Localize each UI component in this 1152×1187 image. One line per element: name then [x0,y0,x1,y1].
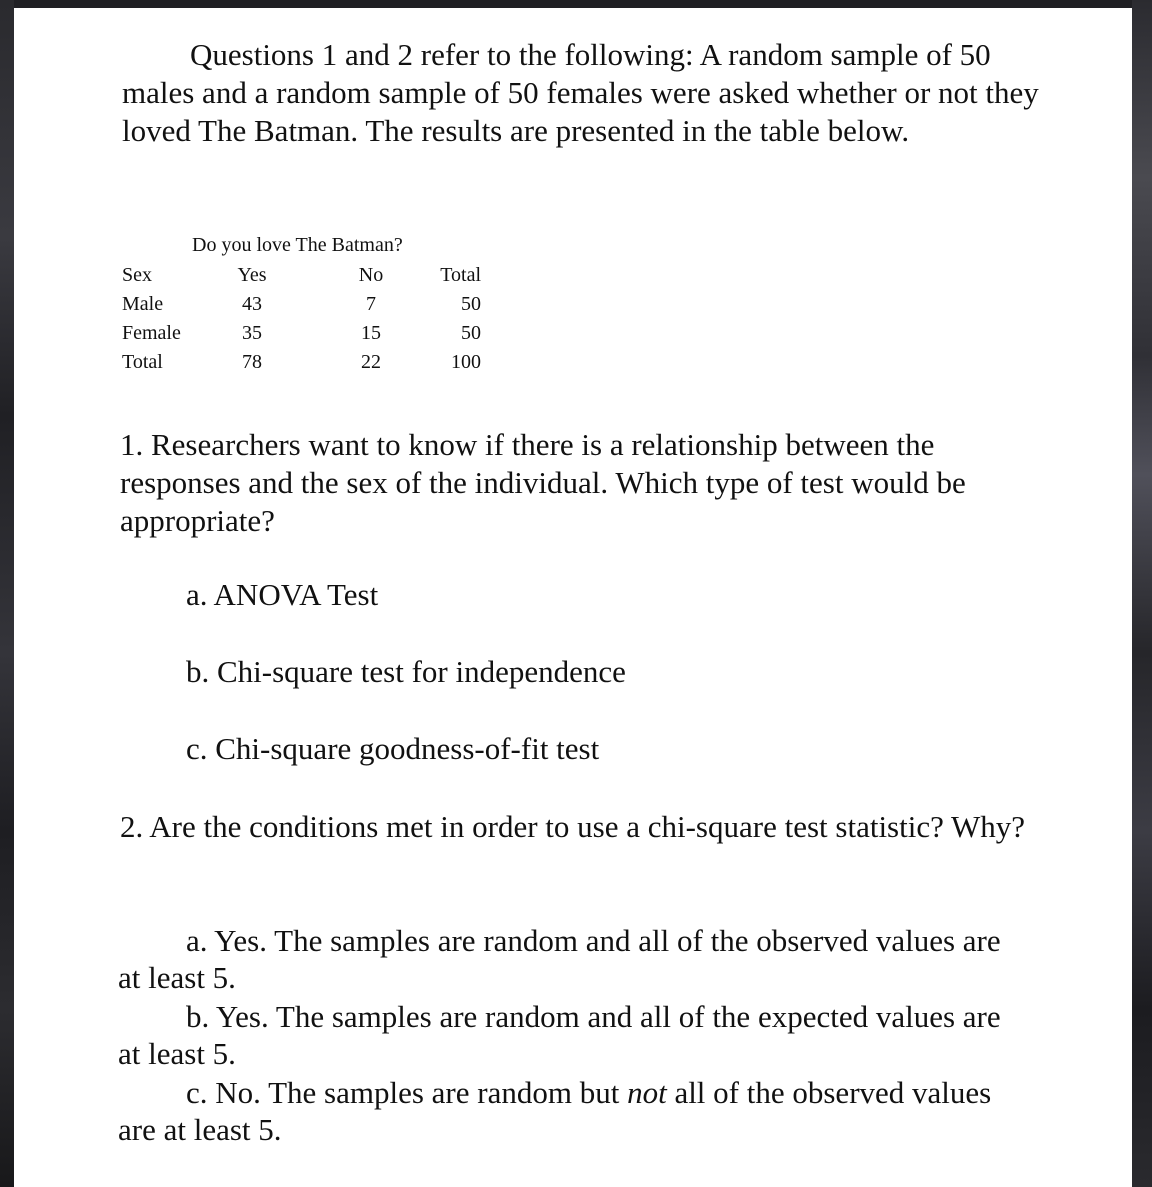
option-c-text-start: c. No. The samples are random but [186,1075,628,1110]
row-label: Total [122,351,163,373]
row-label: Female [122,322,181,344]
background-top [0,0,1152,8]
row-label: Male [122,293,164,315]
table-row [122,322,481,351]
question-1-option-c: c. Chi-square goodness-of-fit test [186,731,600,766]
cell-yes: 35 [242,322,262,344]
cell-yes: 78 [242,351,262,373]
counts-table [122,264,481,380]
table-row [122,351,481,380]
table-caption: Do you love The Batman? [192,234,403,256]
header-total: Total [440,264,481,286]
cell-total: 50 [461,322,481,344]
cell-total: 50 [461,293,481,315]
table-row [122,293,481,322]
worksheet-page [14,8,1132,1187]
question-2: 2. Are the conditions met in order to use a chi-square test statistic? Why? [120,809,1026,844]
intro-paragraph: Questions 1 and 2 refer to the following: A random sample of 50 males and a random sample of 50 females were asked whether or not they loved The Batman. The results are presented in the table below. [122,37,1039,148]
background-right [1132,0,1152,1187]
header-no: No [358,264,384,286]
table-header-row [122,264,481,293]
background-left [0,0,14,1187]
cell-no: 22 [361,351,381,373]
question-1: 1. Researchers want to know if there is a relationship between the responses and the sex of the individual. Which type of test would be appropriate? [120,427,966,538]
cell-no: 15 [361,322,381,344]
cell-no: 7 [366,293,376,315]
cell-yes: 43 [242,293,262,315]
header-yes: Yes [237,264,267,286]
question-1-option-a: a. ANOVA Test [186,577,379,612]
header-sex: Sex [122,264,152,286]
question-2-option-c [118,1074,1018,1148]
question-2-option-a: a. Yes. The samples are random and all of the observed values are at least 5. [118,923,1001,995]
option-c-emphasis: not [627,1075,667,1110]
question-2-option-b: b. Yes. The samples are random and all of the expected values are at least 5. [118,999,1001,1071]
question-1-option-b: b. Chi-square test for independence [186,654,626,689]
option-c-text-end: all of the observed values are at least 5. [118,1075,992,1147]
cell-total: 100 [451,351,481,373]
